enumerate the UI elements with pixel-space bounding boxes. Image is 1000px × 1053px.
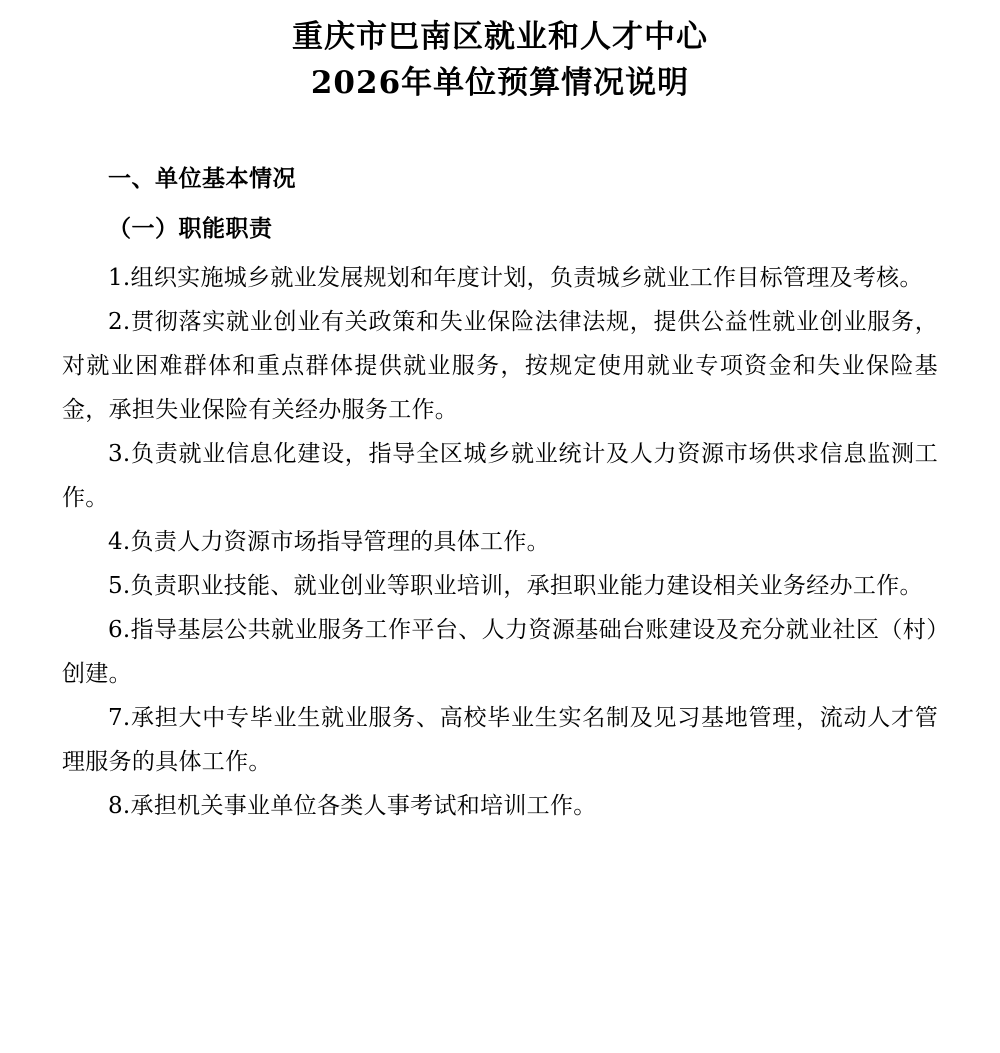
- document-title-line-2: 2026年单位预算情况说明: [310, 65, 690, 101]
- paragraph-item-1: 1.组织实施城乡就业发展规划和年度计划，负责城乡就业工作目标管理及考核。: [108, 265, 923, 291]
- paragraph-item-2: 2.贯彻落实就业创业有关政策和失业保险法律法规，提供公益性就业创业服务，对就业困难群体和重点群体提供就业服务，按规定使用就业专项资金和失业保险基金，承担失业保险有关经办服务工作。: [62, 309, 938, 423]
- title-spacer: [62, 106, 938, 162]
- section-heading-basic-info: 一、单位基本情况: [108, 165, 296, 192]
- paragraph-item-5: 5.负责职业技能、就业创业等职业培训，承担职业能力建设相关业务经办工作。: [108, 573, 923, 599]
- paragraph-item-4: 4.负责人力资源市场指导管理的具体工作。: [108, 529, 550, 555]
- document-title: [62, 14, 938, 106]
- document-title-line-1: 重庆市巴南区就业和人才中心: [292, 19, 708, 55]
- paragraph-item-7: 7.承担大中专毕业生就业服务、高校毕业生实名制及见习基地管理，流动人才管理服务的具体工作。: [62, 705, 938, 775]
- paragraph-item-6: 6.指导基层公共就业服务工作平台、人力资源基础台账建设及充分就业社区（村）创建。: [62, 617, 938, 687]
- paragraph-item-8: 8.承担机关事业单位各类人事考试和培训工作。: [108, 793, 597, 819]
- subsection-heading-duties: （一）职能职责: [108, 215, 273, 242]
- paragraph-item-3: 3.负责就业信息化建设，指导全区城乡就业统计及人力资源市场供求信息监测工作。: [62, 441, 938, 511]
